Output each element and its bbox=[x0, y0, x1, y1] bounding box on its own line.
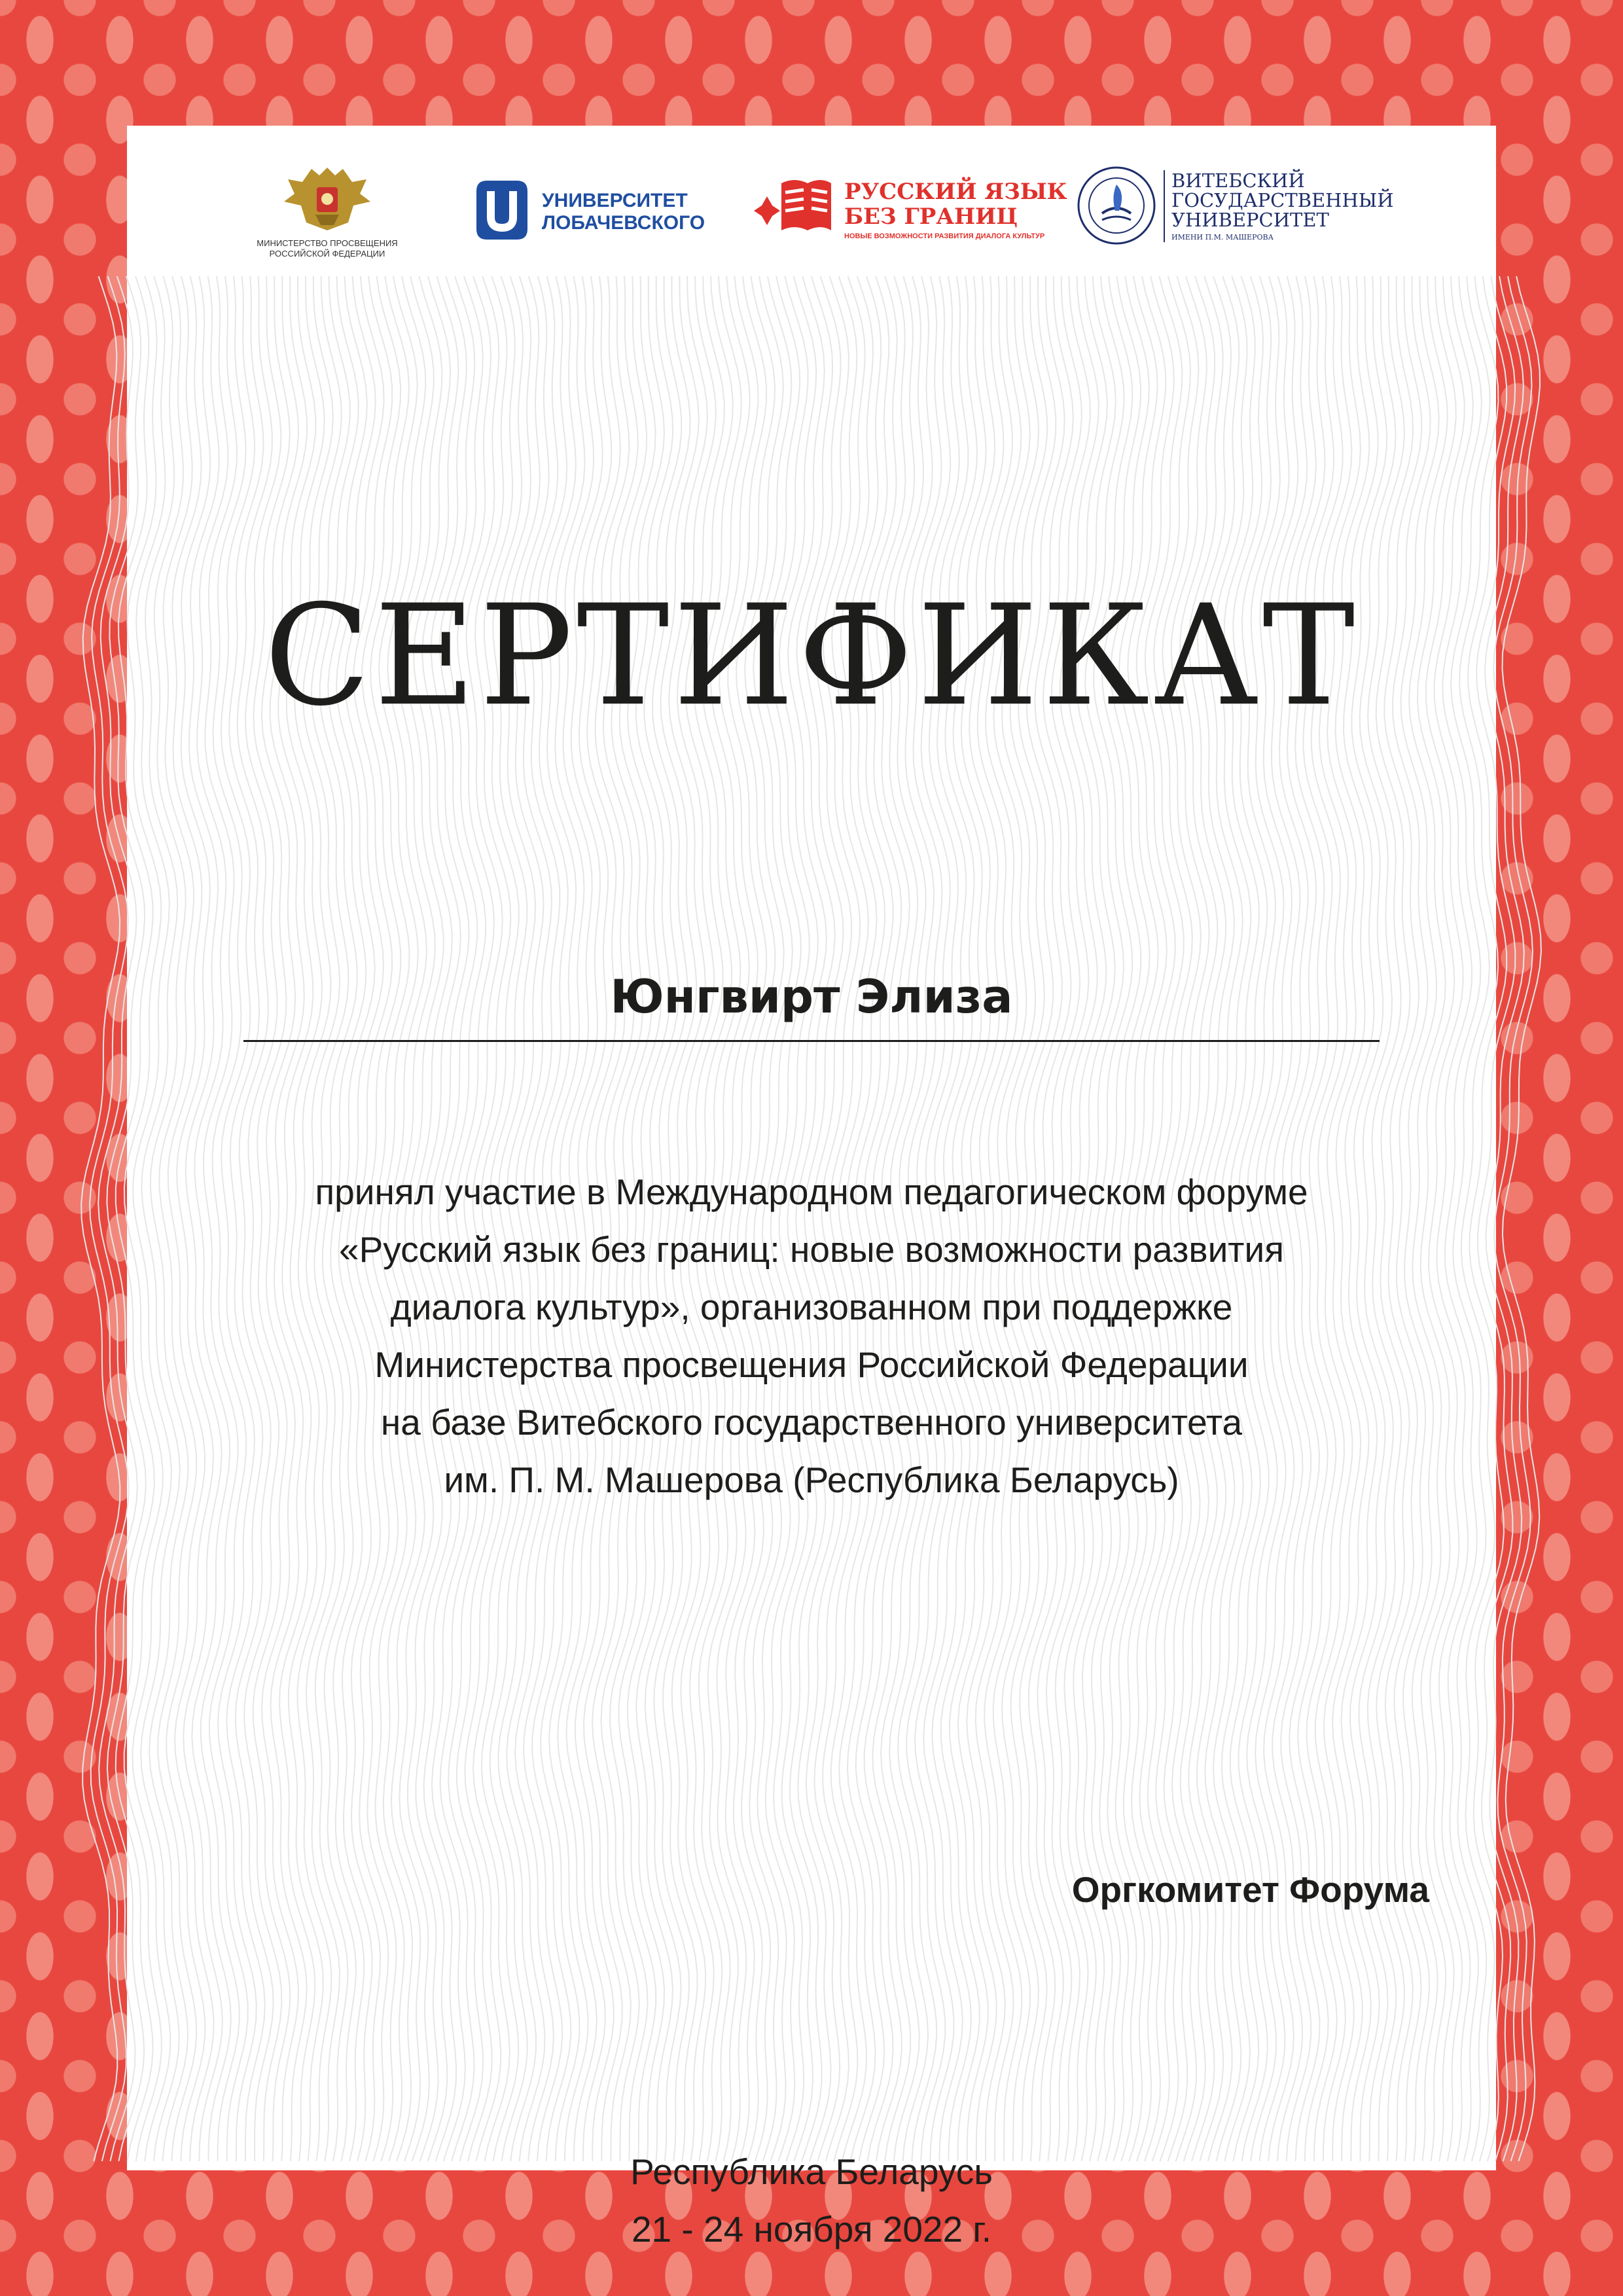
dates-text: 21 - 24 ноября 2022 г. bbox=[631, 2209, 992, 2250]
open-book-star-mark-icon bbox=[749, 170, 834, 242]
lobachevsky-logo bbox=[474, 178, 705, 243]
name-underline bbox=[243, 1040, 1380, 1042]
rbg-line1: РУССКИЙ ЯЗЫК bbox=[844, 179, 1067, 205]
body-line: на базе Витебского государственного университета bbox=[380, 1402, 1243, 1443]
body-line: принял участие в Международном педагогическом форуме bbox=[315, 1172, 1308, 1212]
body-line: «Русский язык без границ: новые возможности развития bbox=[339, 1229, 1284, 1270]
place-and-date bbox=[127, 2143, 1496, 2258]
recipient-name: Юнгвирт Элиза bbox=[610, 970, 1013, 1024]
place-text: Республика Беларусь bbox=[630, 2151, 993, 2192]
ministry-logo bbox=[257, 162, 398, 260]
university-u-mark-icon bbox=[474, 178, 530, 242]
certificate-title: СЕРТИФИКАТ bbox=[264, 575, 1359, 736]
round-seal-quill-icon bbox=[1076, 165, 1157, 246]
body-line: им. П. М. Машерова (Республика Беларусь) bbox=[444, 1460, 1179, 1500]
vsu-logo bbox=[1076, 165, 1394, 250]
rbg-line3: НОВЫЕ ВОЗМОЖНОСТИ РАЗВИТИЯ ДИАЛОГА КУЛЬТУР bbox=[844, 232, 1045, 240]
body-line: диалога культур», организованном при поддержке bbox=[390, 1287, 1233, 1327]
signature-orgcommittee: Оргкомитет Форума bbox=[1071, 1869, 1429, 1910]
rbg-logo bbox=[749, 170, 1067, 249]
wave-line bbox=[1451, 276, 1490, 2161]
wave-line bbox=[132, 276, 171, 2161]
vsu-line4: ИМЕНИ П.М. МАШЕРОВА bbox=[1171, 233, 1274, 242]
vsu-line1: ВИТЕБСКИЙ bbox=[1171, 170, 1305, 192]
certificate-sheet bbox=[127, 126, 1496, 2250]
ministry-caption: МИНИСТЕРСТВО ПРОСВЕЩЕНИЯ РОССИЙСКОЙ ФЕДЕРАЦИИ bbox=[257, 238, 398, 259]
vsu-line2: ГОСУДАРСТВЕННЫЙ bbox=[1171, 189, 1394, 211]
double-headed-eagle-emblem-icon bbox=[262, 162, 393, 236]
rbg-line2: БЕЗ ГРАНИЦ bbox=[844, 204, 1018, 230]
vsu-divider bbox=[1164, 170, 1165, 242]
lobachevsky-line1: УНИВЕРСИТЕТ bbox=[542, 190, 688, 211]
body-line: Министерства просвещения Российской Федерации bbox=[374, 1344, 1249, 1385]
wave-line bbox=[1442, 276, 1482, 2161]
vsu-line3: УНИВЕРСИТЕТ bbox=[1171, 209, 1329, 231]
wave-line bbox=[141, 276, 180, 2161]
certificate-body bbox=[192, 1163, 1431, 1509]
wave-line bbox=[124, 276, 163, 2161]
lobachevsky-line2: ЛОБАЧЕВСКОГО bbox=[542, 212, 705, 234]
